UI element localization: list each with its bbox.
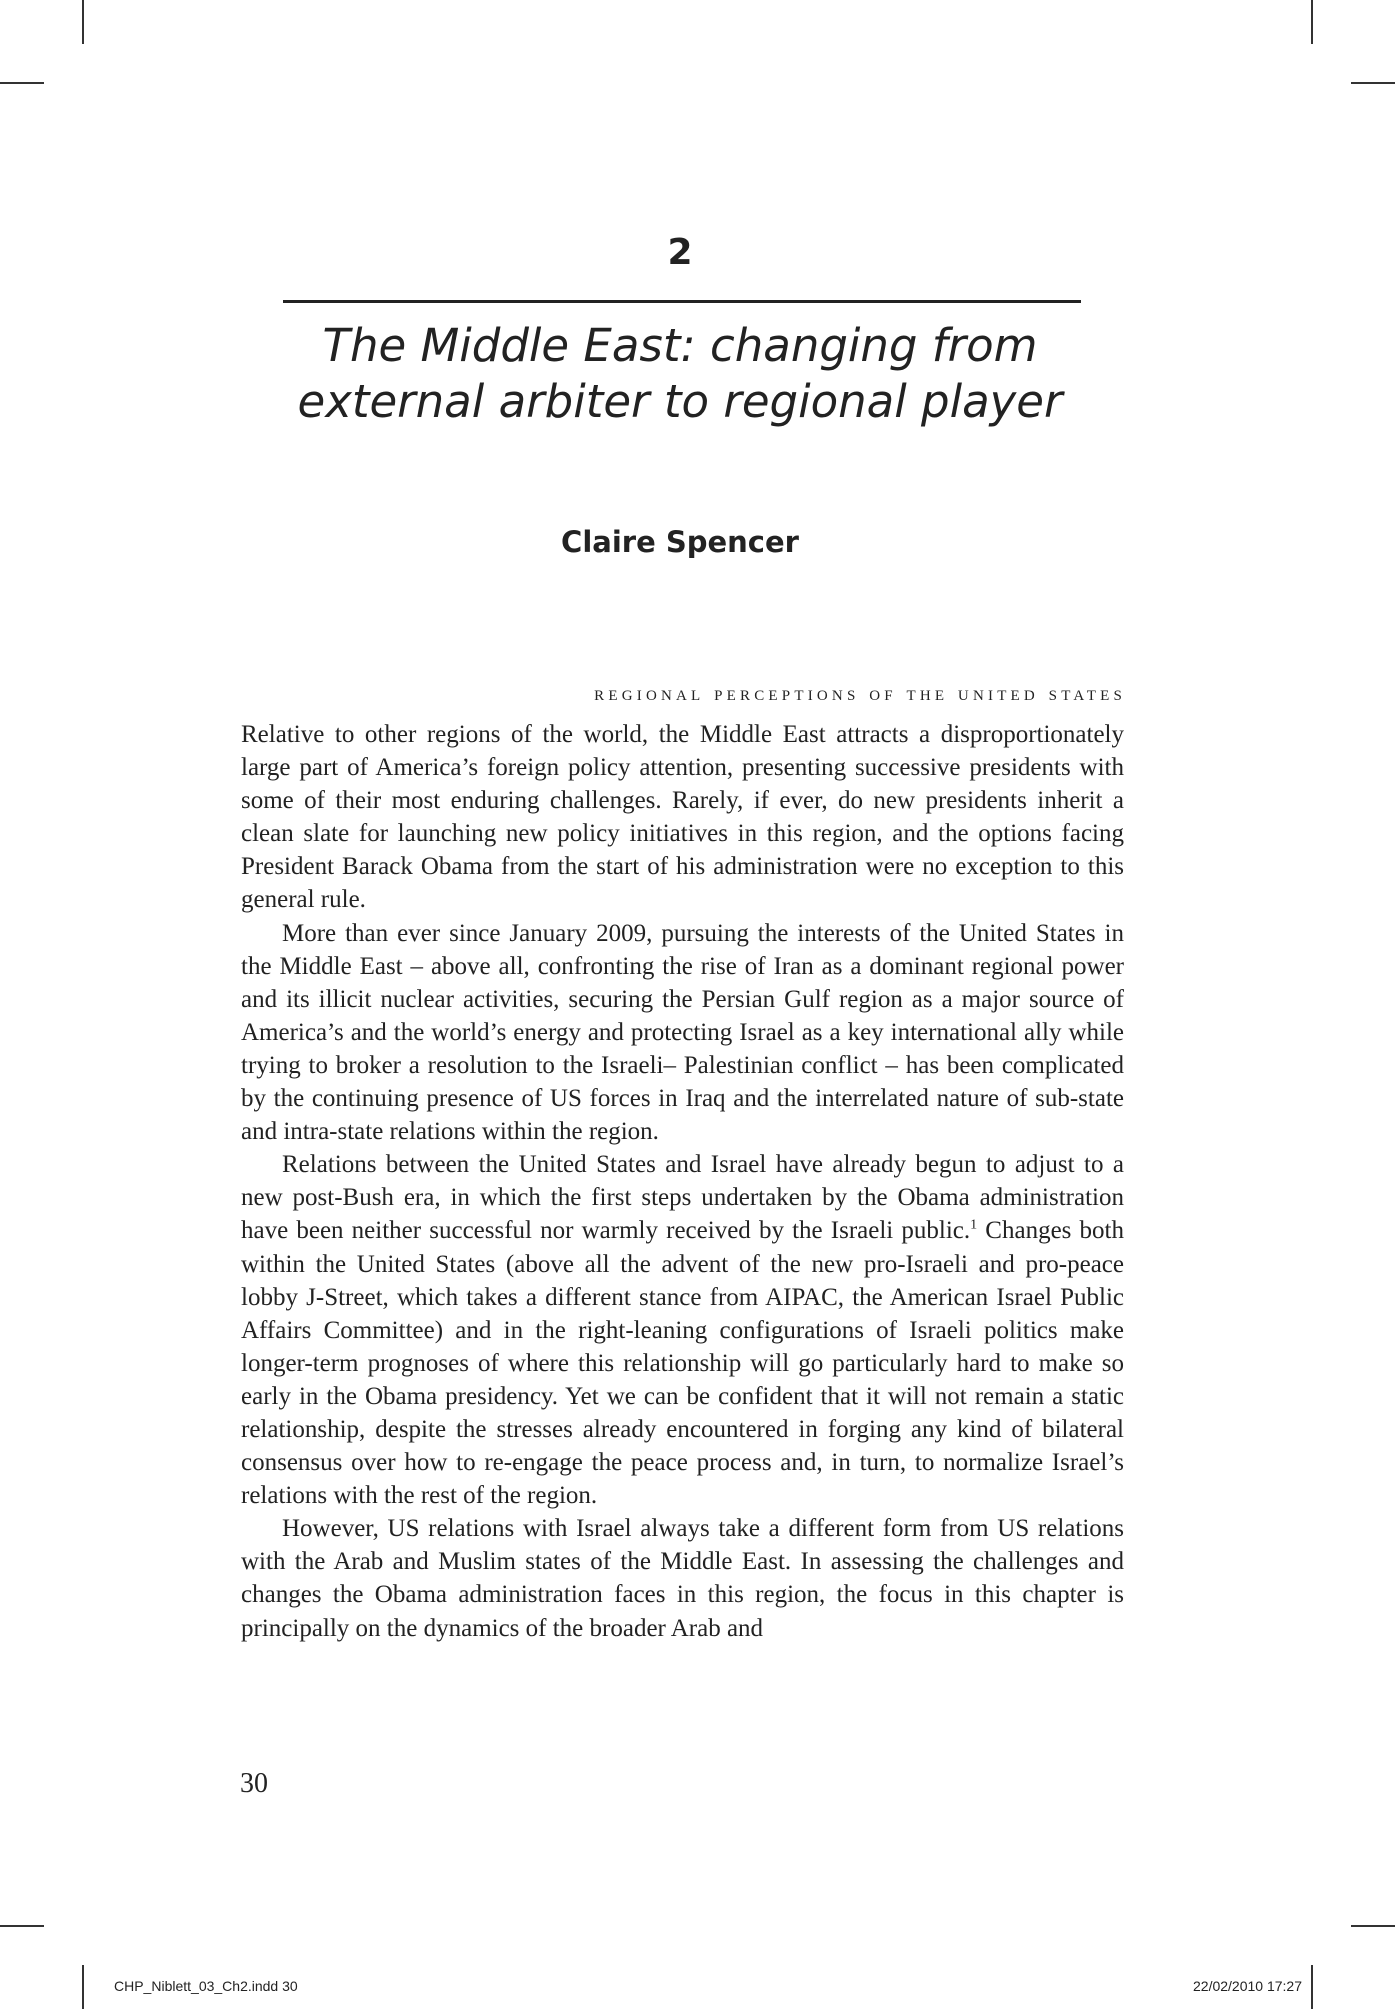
print-slug-date: 22/02/2010 17:27 xyxy=(1193,1978,1302,1994)
crop-mark-bottom-right-horizontal xyxy=(1351,1925,1395,1927)
print-slug-filename: CHP_Niblett_03_Ch2.indd 30 xyxy=(114,1978,298,1994)
crop-mark-top-left-horizontal xyxy=(0,82,44,84)
paragraph-3 xyxy=(241,1148,1124,1512)
paragraph-4: However, US relations with Israel always take a different form from US relations with the Arab and Muslim states of the Middle East. In assessing the challenges and changes the Obama administration faces in this region, the focus in this chapter is principally on the dynamics of the broader Arab and xyxy=(241,1515,1124,1642)
chapter-rule-divider xyxy=(283,300,1081,303)
crop-mark-top-right-horizontal xyxy=(1351,82,1395,84)
crop-mark-bottom-right-vertical xyxy=(1311,1965,1313,2009)
chapter-number: 2 xyxy=(667,232,693,273)
page-number: 30 xyxy=(240,1768,268,1799)
body-text xyxy=(241,718,1124,1645)
crop-mark-top-right-vertical xyxy=(1311,0,1313,44)
paragraph-2: More than ever since January 2009, pursuing the interests of the United States in the Middle East – above all, confronting the rise of Iran as a dominant regional power and its illicit nuclear activities, securing the Persian Gulf region as a major source of America’s and the world’s energy and protecting Israel as a key international ally while trying to broker a resolution to the Israeli– Palestinian conflict – has been complicated by the continuing presence of US forces in Iraq and the interrelated nature of sub-state and intra-state relations within the region. xyxy=(241,919,1124,1146)
crop-mark-top-left-vertical xyxy=(82,0,84,44)
crop-mark-bottom-left-vertical xyxy=(82,1965,84,2009)
chapter-title: The Middle East: changing from external arbiter to regional player xyxy=(297,319,1063,428)
crop-mark-bottom-left-horizontal xyxy=(0,1925,44,1927)
paragraph-3-part-b: Changes both within the United States (above all the advent of the new pro-Israeli and pro-peace lobby J-Street, which takes a different stance from AIPAC, the American Israel Public Affairs Committee) and in the right-leaning configurations of Israeli politics make longer-term prognoses of where this relationship will go particularly hard to make so early in the Obama presidency. Yet we can be confident that it will not remain a static relationship, despite the stresses already encountered in forging any kind of bilateral consensus over how to re-engage the peace process and, in turn, to normalize Israel’s relations with the rest of the region. xyxy=(241,1217,1125,1510)
footnote-reference[interactable]: 1 xyxy=(970,1218,978,1234)
paragraph-1: Relative to other regions of the world, the Middle East attracts a disproportionately large part of America’s foreign policy attention, presenting successive presidents with some of their most enduring challenges. Rarely, if ever, do new presidents inherit a clean slate for launching new policy initiatives in this region, and the options facing President Barack Obama from the start of his administration were no exception to this general rule. xyxy=(241,721,1124,914)
section-heading: regional perceptions of the united states xyxy=(594,680,1126,705)
paragraph-3-part-a: Relations between the United States and Israel have already begun to adjust to a new post-Bush era, in which the first steps undertaken by the Obama administration have been neither successful nor warmly received by the Israeli public. xyxy=(241,1151,1124,1245)
chapter-author: Claire Spencer xyxy=(561,525,799,559)
